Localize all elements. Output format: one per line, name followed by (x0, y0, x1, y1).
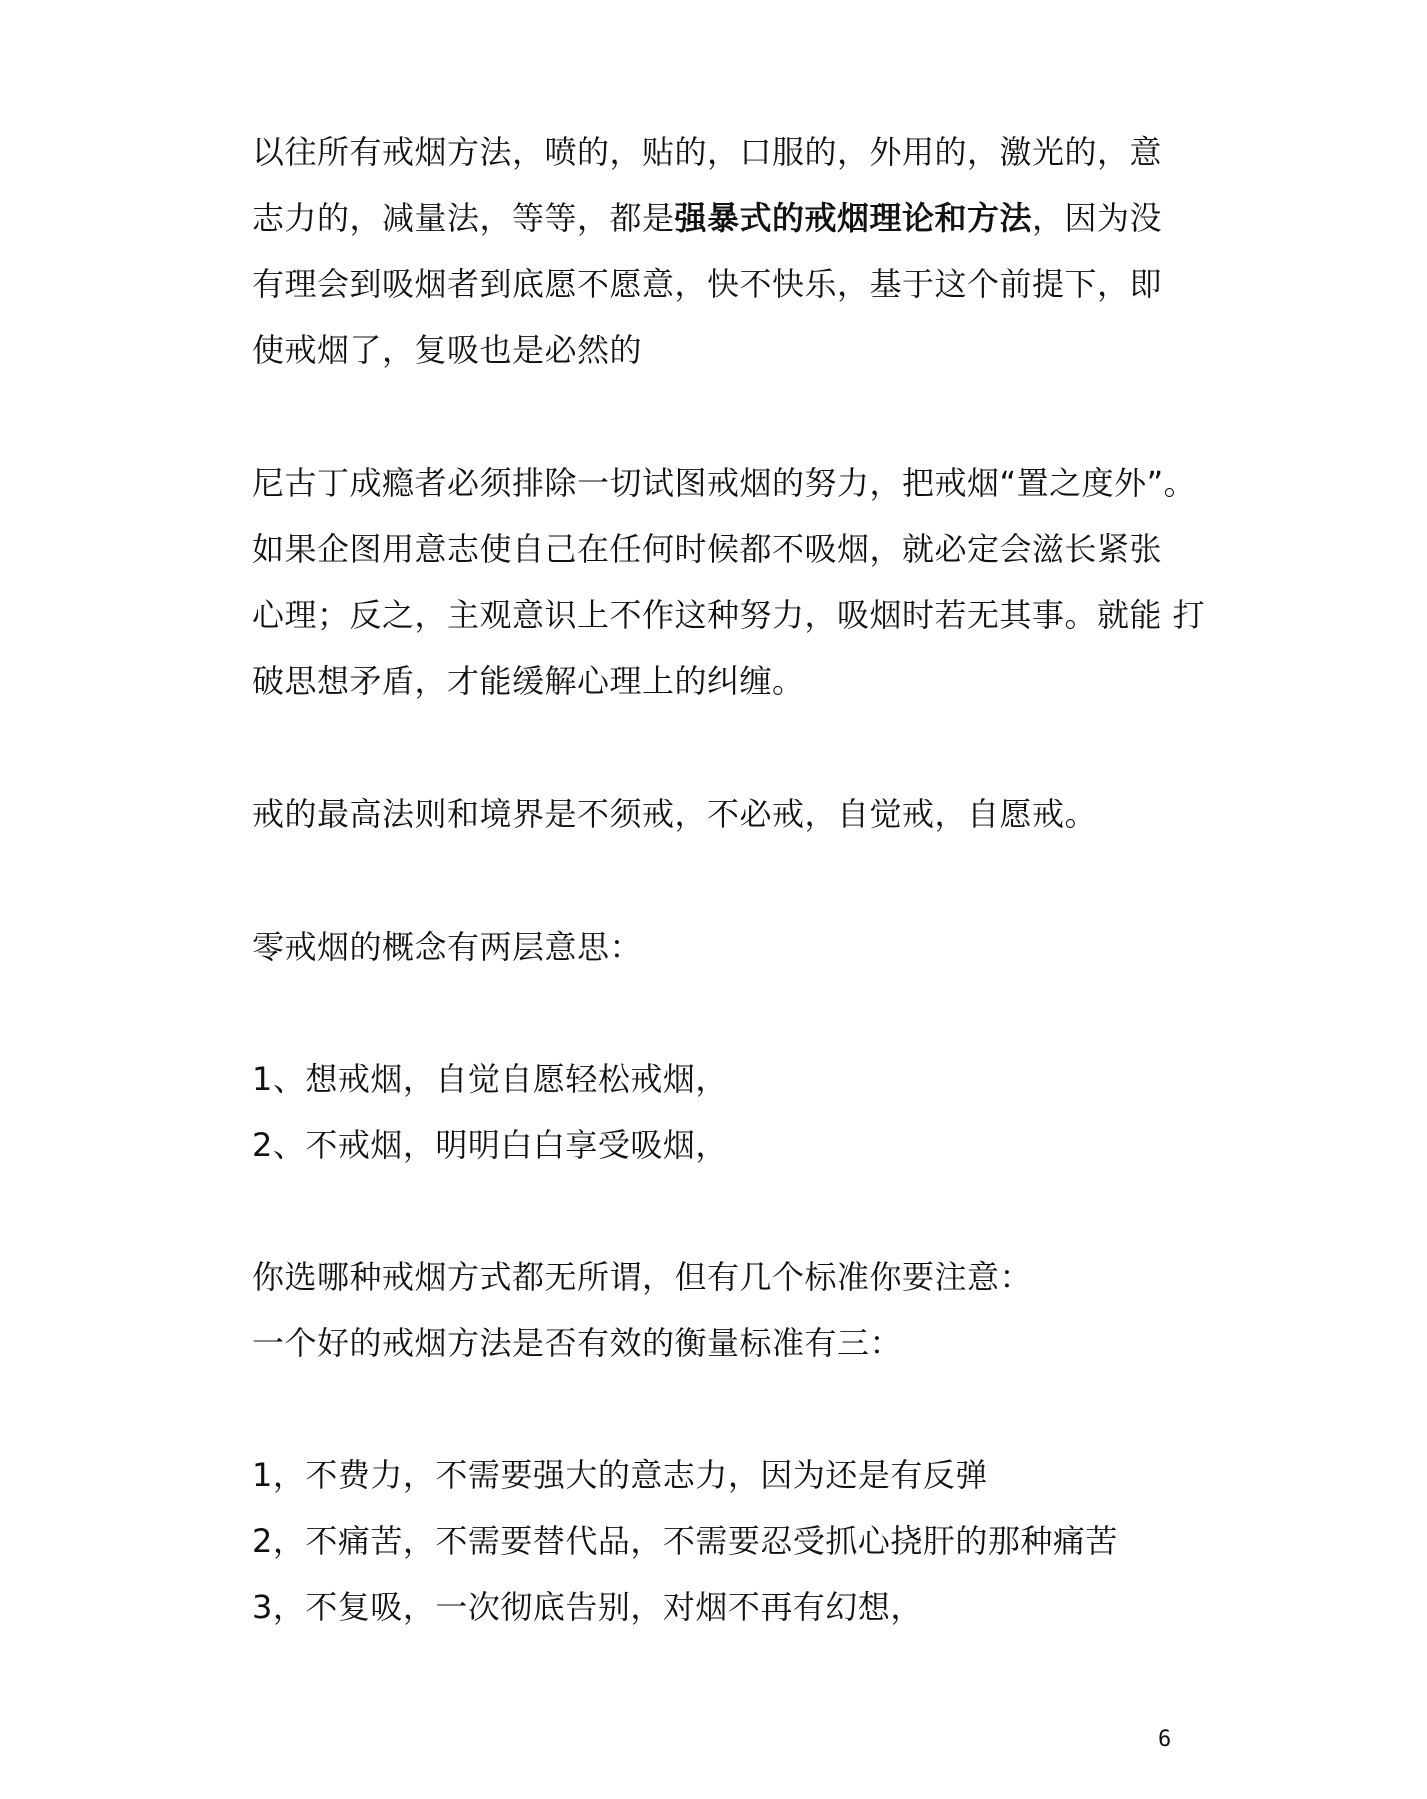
text-line (252, 185, 1232, 251)
paragraph-standards (252, 1244, 1232, 1376)
text-span: 志力的，减量法，等等，都是 (252, 199, 675, 237)
text-line: 一个好的戒烟方法是否有效的衡量标准有三： (252, 1324, 903, 1362)
text-line: 戒的最高法则和境界是不须戒，不必戒，自觉戒，自愿戒。 (252, 795, 1098, 833)
text-line: 心理；反之，主观意识上不作这种努力，吸烟时若无其事。就能 打 (252, 596, 1206, 634)
text-line: 零戒烟的概念有两层意思： (252, 928, 643, 966)
text-line: 有理会到吸烟者到底愿不愿意，快不快乐，基于这个前提下，即 (252, 265, 1163, 303)
paragraph-concept (252, 914, 1232, 980)
list-item: 2、不戒烟，明明白白享受吸烟， (252, 1126, 728, 1164)
text-line: 如果企图用意志使自己在任何时候都不吸烟，就必定会滋长紧张 (252, 530, 1163, 568)
text-line: 使戒烟了，复吸也是必然的 (252, 331, 643, 369)
list-item: 1，不费力，不需要强大的意志力，因为还是有反弹 (252, 1456, 988, 1494)
paragraph-methods (252, 119, 1232, 383)
page-number: 6 (1158, 1727, 1172, 1752)
text-line: 你选哪种戒烟方式都无所谓，但有几个标准你要注意： (252, 1258, 1033, 1296)
paragraph-principle (252, 781, 1232, 847)
list-item: 1、想戒烟，自觉自愿轻松戒烟， (252, 1060, 728, 1098)
bold-emphasis: 强暴式的戒烟理论和方法 (674, 199, 1033, 237)
concept-list (252, 1046, 1232, 1178)
text-line: 尼古丁成瘾者必须排除一切试图戒烟的努力，把戒烟“置之度外”。 (252, 464, 1197, 502)
text-line: 以往所有戒烟方法，喷的，贴的，口服的，外用的，激光的，意 (252, 133, 1163, 171)
text-line: 破思想矛盾，才能缓解心理上的纠缠。 (252, 662, 805, 700)
list-item: 2，不痛苦，不需要替代品，不需要忍受抓心挠肝的那种痛苦 (252, 1522, 1118, 1560)
paragraph-nicotine (252, 450, 1232, 714)
text-span: ，因为没 (1032, 199, 1163, 237)
standards-list (252, 1442, 1232, 1640)
list-item: 3，不复吸，一次彻底告别，对烟不再有幻想， (252, 1588, 923, 1626)
